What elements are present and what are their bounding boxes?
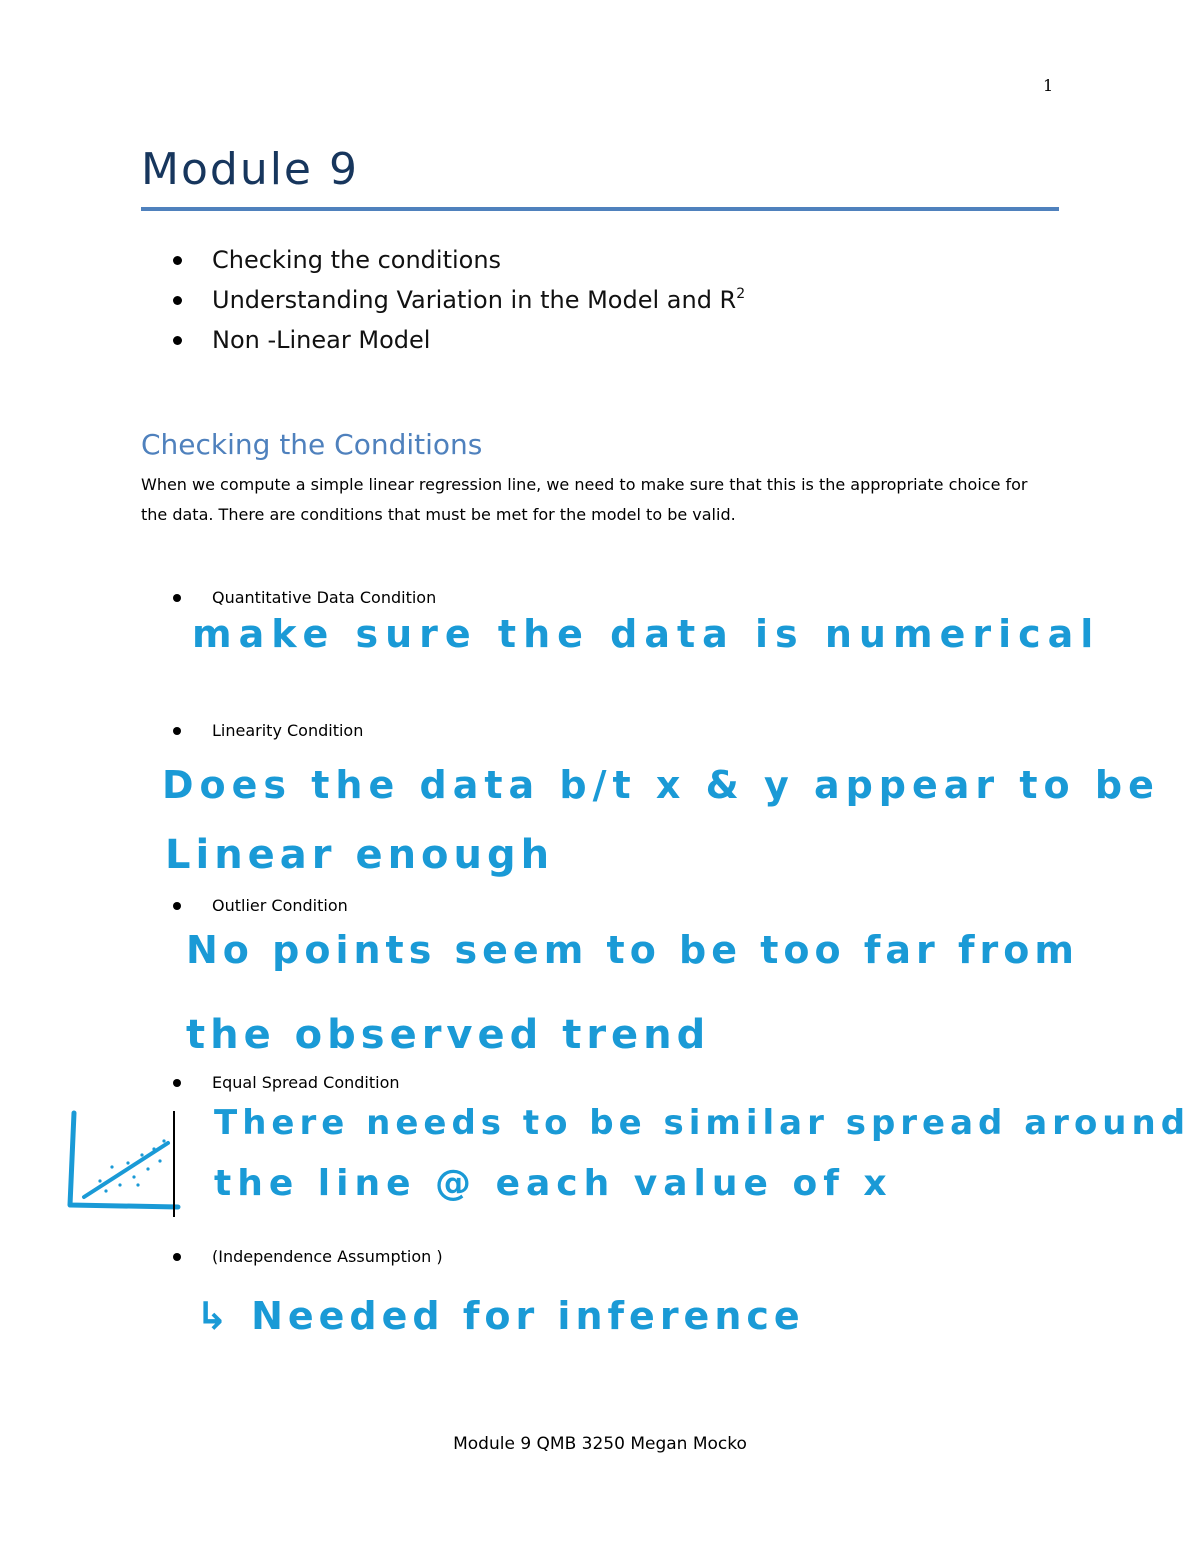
topic-list xyxy=(170,243,745,363)
topic-item xyxy=(170,243,745,283)
condition-label-text: Outlier Condition xyxy=(212,896,348,915)
condition-label-text: Quantitative Data Condition xyxy=(212,588,437,607)
bullet-icon xyxy=(173,594,181,602)
title-underline xyxy=(141,207,1059,211)
handwritten-note: make sure the data is numerical xyxy=(192,612,1101,656)
condition-label xyxy=(170,895,348,917)
section-heading: Checking the Conditions xyxy=(141,428,483,461)
bullet-icon xyxy=(173,727,181,735)
topic-text: Non -Linear Model xyxy=(212,326,431,354)
handwritten-note: the line @ each value of x xyxy=(214,1163,893,1204)
superscript: 2 xyxy=(736,286,746,302)
handwritten-note: Linear enough xyxy=(165,832,555,878)
bullet-icon xyxy=(173,336,182,345)
topic-text: Checking the conditions xyxy=(212,246,502,274)
handwritten-note: There needs to be similar spread around xyxy=(214,1103,1191,1143)
handwritten-note: Does the data b/t x & y appear to be xyxy=(162,763,1160,807)
bullet-icon xyxy=(173,296,182,305)
condition-label xyxy=(170,1246,443,1268)
condition-label-text: Linearity Condition xyxy=(212,721,364,740)
condition-label xyxy=(170,587,436,609)
condition-label xyxy=(170,720,363,742)
page-footer: Module 9 QMB 3250 Megan Mocko xyxy=(453,1434,747,1454)
page-title: Module 9 xyxy=(141,144,359,195)
bullet-icon xyxy=(173,256,182,265)
page-number: 1 xyxy=(1043,76,1054,95)
condition-label-text: (Independence Assumption ) xyxy=(212,1247,443,1266)
handwritten-note: No points seem to be too far from xyxy=(186,928,1079,972)
condition-label-text: Equal Spread Condition xyxy=(212,1073,400,1092)
scatter-plot-sketch-icon xyxy=(60,1105,185,1220)
condition-label xyxy=(170,1072,400,1094)
topic-item xyxy=(170,323,745,363)
handwritten-note: ↳ Needed for inference xyxy=(196,1294,805,1338)
handwritten-note: the observed trend xyxy=(186,1012,711,1058)
bullet-icon xyxy=(173,902,181,910)
intro-paragraph: When we compute a simple linear regression line, we need to make sure that this is the appropriate choice for the data. There are conditions that must be met for the model to be valid. xyxy=(141,475,1028,524)
bullet-icon xyxy=(173,1253,181,1261)
topic-item xyxy=(170,283,745,323)
bullet-icon xyxy=(173,1079,181,1087)
topic-text: Understanding Variation in the Model and R xyxy=(212,286,737,314)
